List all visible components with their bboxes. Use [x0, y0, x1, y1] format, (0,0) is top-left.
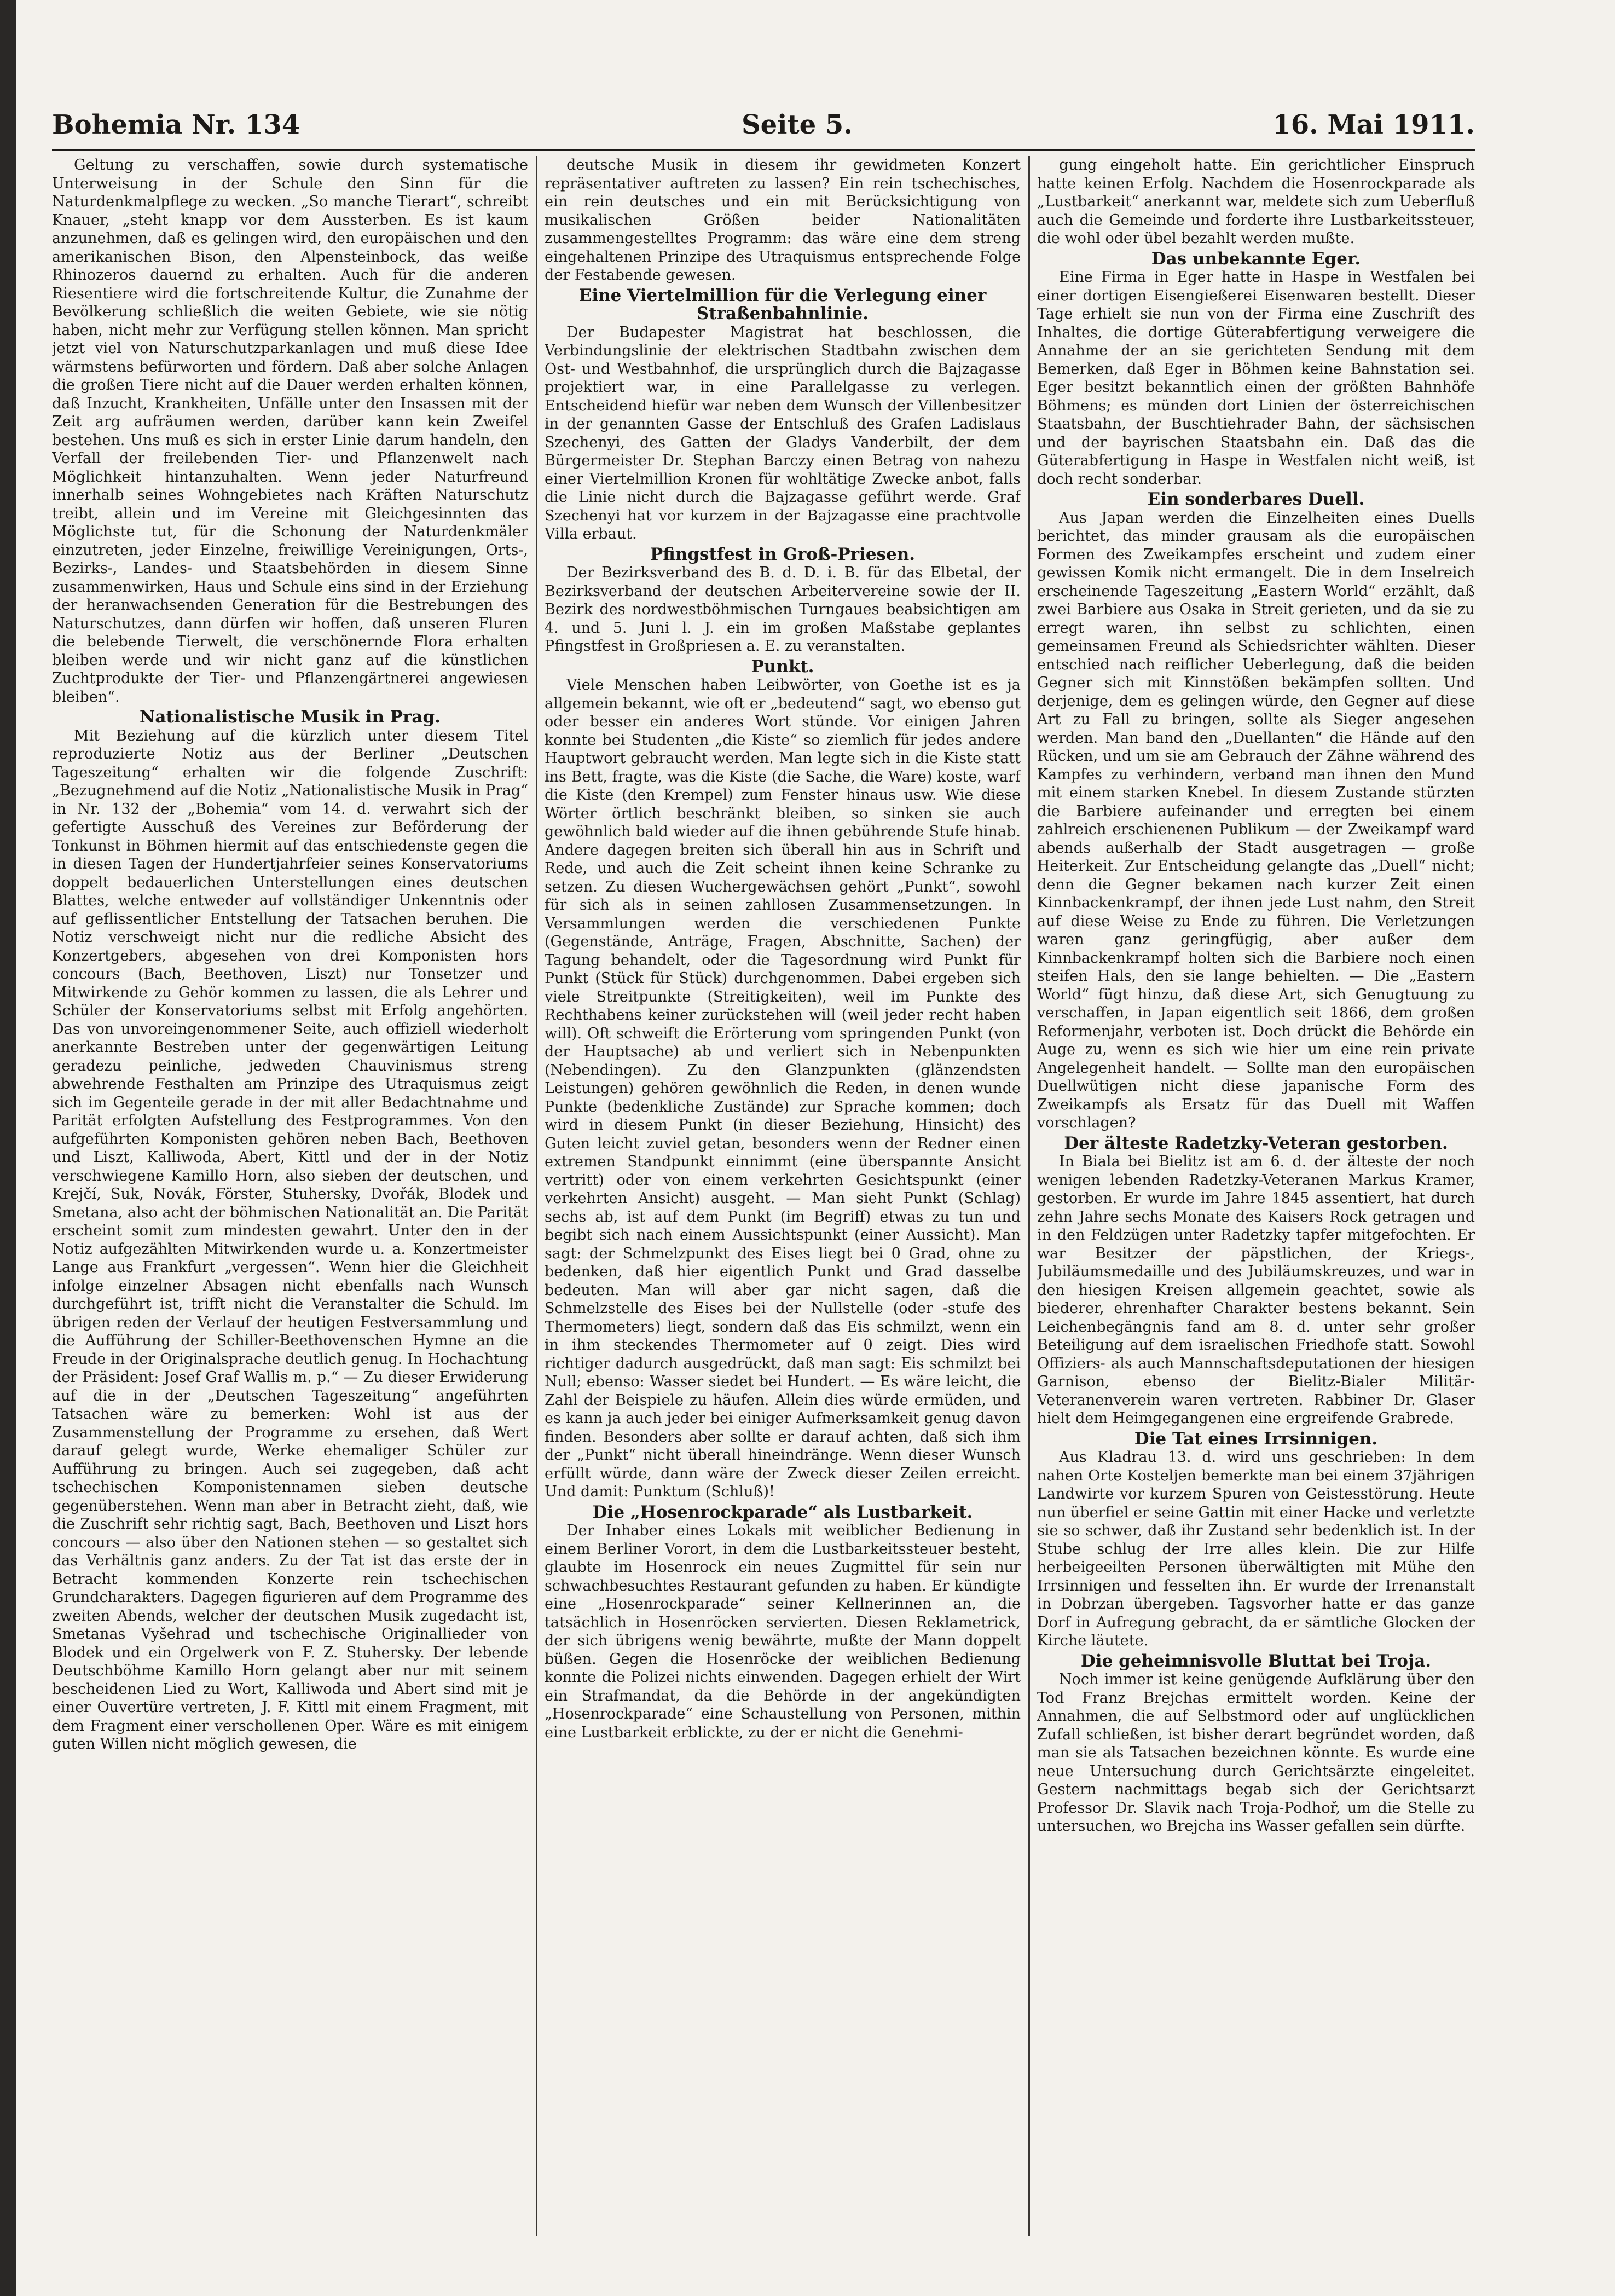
column-rule	[536, 156, 537, 2236]
article-heading: Der älteste Radetzky-Veteran gestorben.	[1064, 1133, 1448, 1153]
header-left: Bohemia Nr. 134	[52, 109, 300, 140]
article-heading: Nationalistische Musik in Prag.	[140, 707, 441, 727]
paragraph: Mit Beziehung auf die kürzlich unter diesem Titel reproduzierte Notiz aus der Berliner „Deutschen Tageszeitung“ erhalten wir die folgende Zuschrift: „Bezugnehmend auf die Notiz „Nationalistische Musik in Prag“ in Nr. 132 der „Bohemia“ vom 14. d. verwahrt sich der gefertigte Ausschuß des Vereines zur Beförderung der Tonkunst in Böhmen hiermit auf das entschiedenste gegen die in diesen Tagen der Hundertjahrfeier seines Konservatoriums doppelt bedauerlichen Unterstellungen eines deutschen Blattes, welche entweder auf vollständiger Unkenntnis oder auf geflissentlicher Entstellung der Tatsachen beruhen. Die Notiz verschweigt nicht nur die redliche Absicht des Konzertgebers, abgesehen von drei Komponisten hors concours (Bach, Beethoven, Liszt) nur Tonsetzer und Mitwirkende zu Gehör kommen zu lassen, die als Lehrer und Schüler der Konservatoriums selbst mit Erfolg angehörten. Das von unvoreingenommener Seite, auch offiziell wiederholt anerkannte Bestreben unter der gegenwärtigen Leitung geradezu peinliche, jedweden Chauvinismus streng abwehrende Festhalten am Prinzipe des Utraquismus zeigt sich im Gegenteile gerade in der mit aller Bedachtnahme und Parität erfolgten Aufstellung des Festprogrammes. Von den aufgeführten Komponisten gehören neben Bach, Beethoven und Liszt, Kalliwoda, Abert, Kittl und der in der Notiz verschwiegene Kamillo Horn, also sieben der deutschen, und Krejčí, Suk, Novák, Förster, Stuhersky, Dvořák, Blodek und Smetana, also acht der böhmischen Nationalität an. Die Parität erscheint somit zum mindesten gewahrt. Unter den in der Notiz aufgezählten Mitwirkenden wurde u. a. Konzertmeister Lange aus Frankfurt „vergessen“. Wenn hier die Gleichheit infolge einzelner Absagen nicht ebenfalls nach Wunsch durchgeführt ist, trifft nicht die Veranstalter die Schuld. Im übrigen reden der Verlauf der heutigen Festversammlung und die Aufführung der Schiller-Beethovenschen Hymne an die Freude in der Originalsprache deutlich genug. In Hochachtung der Präsident: Josef Graf Wallis m. p.“ — Zu dieser Erwiderung auf die in der „Deutschen Tageszeitung“ angeführten Tatsachen wäre zu bemerken: Wohl ist aus der Zusammenstellung der Programme zu ersehen, daß Wert darauf gelegt wurde, Werke ehemaliger Schüler zur Aufführung zu bringen. Auch sei zugegeben, daß acht tschechischen Komponistennamen sieben deutsche gegenüberstehen. Wenn man aber in Betracht zieht, daß, wie die Zuschrift sehr richtig sagt, Bach, Beethoven und Liszt hors concours — also über den Nationen stehen — so gestaltet sich das Verhältnis ganz anders. Zu der Tat ist das erste der in Betracht kommenden Konzerte rein tschechischen Grundcharakters. Dagegen figurieren auf dem Programme des zweiten Abends, welcher der deutschen Musik zugedacht ist, Smetanas Vyšehrad und tschechische Originallieder von Blodek und ein Orgelwerk von F. Z. Stuhersky. Der lebende Deutschböhme Kamillo Horn gelangt aber nur mit seinem bescheidenen Lied zu Wort, Kalliwoda und Abert sind mit je einer Ouvertüre vertreten, J. F. Kittl mit einem Fragment, mit dem Fragment einer verschollenen Oper. Wäre es mit einigem guten Willen nicht möglich gewesen, die	[52, 727, 528, 1753]
article-heading: Punkt.	[751, 656, 814, 676]
header-center: Seite 5.	[742, 109, 853, 140]
article-heading: Die geheimnisvolle Bluttat bei Troja.	[1080, 1651, 1432, 1671]
paragraph: Der Budapester Magistrat hat beschlossen, die Verbindungslinie der elektrischen Stadtbahn zwischen dem Ost- und Westbahnhof, die ursprünglich durch die Bajzagasse projektiert war, in eine Parallelgasse zu verlegen. Entscheidend hiefür war neben dem Wunsch der Villenbesitzer in der genannten Gasse der Entschluß des Grafen Ladislaus Szechenyi, des Gatten der Gladys Vanderbilt, der dem Bürgermeister Dr. Stephan Barczy einen Betrag von nahezu einer Viertelmillion Kronen für wohltätige Zwecke anbot, falls die Linie nicht durch die Bajzagasse geführt werde. Graf Szechenyi hat vor kurzem in der Bajzagasse eine prachtvolle Villa erbaut.	[545, 323, 1021, 542]
page-header	[52, 109, 1475, 142]
article-heading: Ein sonderbares Duell.	[1147, 489, 1365, 509]
paragraph: Noch immer ist keine genügende Aufklärung über den Tod Franz Brejchas ermittelt worden. Keine der Annahmen, die auf Selbstmord oder auf unglücklichen Zufall schließen, ist bisher derart begründet worden, daß man sie als Tatsachen bezeichnen könnte. Es wurde eine neue Untersuchung durch Gerichtsärzte eingeleitet. Gestern nachmittags begab sich der Gerichtsarzt Professor Dr. Slavik nach Troja-Podhoř, um die Stelle zu untersuchen, wo Brejcha ins Wasser gefallen sein dürfte.	[1037, 1671, 1475, 1835]
article-heading: Die „Hosenrockparade“ als Lustbarkeit.	[592, 1502, 973, 1522]
paragraph: Geltung zu verschaffen, sowie durch systematische Unterweisung in der Schule den Sinn für die Naturdenkmalpflege zu wecken. „So manche Tierart“, schreibt Knauer, „steht knapp vor dem Aussterben. Es ist kaum anzunehmen, daß es gelingen wird, den europäischen und den amerikanischen Bison, den Alpensteinbock, das weiße Rhinozeros dauernd zu erhalten. Auch für die anderen Riesentiere wird die fortschreitende Kultur, die Zunahme der Bevölkerung schließlich die weiten Gebiete, wie sie nötig haben, nicht mehr zur Verfügung stellen können. Man spricht jetzt viel von Naturschutzparkanlagen und muß diese Idee wärmstens befürworten und fördern. Daß aber solche Anlagen die großen Tiere nicht auf die Dauer werden erhalten können, daß Inzucht, Krankheiten, Unfälle unter den Insassen mit der Zeit arg aufräumen werden, darüber kann kein Zweifel bestehen. Uns muß es sich in erster Linie darum handeln, den Verfall der freilebenden Tier- und Pflanzenwelt nach Möglichkeit hintanzuhalten. Wenn jeder Naturfreund innerhalb seines Wohngebietes nach Kräften Naturschutz treibt, allein und im Vereine mit Gleichgesinnten das Möglichste tut, für die Schonung der Naturdenkmäler einzutreten, jeder Einzelne, freiwillige Vereinigungen, Orts-, Bezirks-, Landes- und Staatsbehörden in diesem Sinne zusammenwirken, Haus und Schule eins sind in der Erziehung der heranwachsenden Generation für die Bestrebungen des Naturschutzes, dann dürfen wir hoffen, daß unseren Fluren die belebende Tierwelt, die verschönernde Flora erhalten bleiben werde und wir nicht ganz auf die künstlichen Zuchtprodukte der Tier- und Pflanzengärtnerei angewiesen bleiben“.	[52, 157, 528, 705]
paragraph: Der Bezirksverband des B. d. D. i. B. für das Elbetal, der Bezirksverband der deutschen Arbeitervereine sowie der II. Bezirk des nordwestböhmischen Turngaues beabsichtigen am 4. und 5. Juni l. J. ein im großen Maßstabe geplantes Pfingstfest in Großpriesen a. E. zu veranstalten.	[545, 564, 1021, 655]
paragraph: Aus Japan werden die Einzelheiten eines Duells berichtet, das minder grausam als die europäischen Formen des Zweikampfes erscheint und zudem einer gewissen Komik nicht ermangelt. Die in dem Inselreich erscheinende Tageszeitung „Eastern World“ erzählt, daß zwei Barbiere aus Osaka in Streit gerieten, und da sie zu erregt waren, ihn selbst zu schlichten, einen gemeinsamen Freund als Schiedsrichter wählten. Dieser entschied nach reiflicher Ueberlegung, daß die beiden Gegner sich mit Kinnstößen bekämpfen sollten. Und derjenige, dem es gelingen würde, den Gegner auf diese Art zu Fall zu bringen, sollte als Sieger angesehen werden. Man band den „Duellanten“ die Hände auf den Rücken, und um sie am Gebrauch der Zähne während des Kampfes zu verhindern, verband man ihnen den Mund mit einem starken Knebel. In diesem Zustande stürzten die Barbiere aufeinander und erregten bei einem zahlreich erschienenen Publikum — der Zweikampf ward abends außerhalb der Stadt ausgetragen — große Heiterkeit. Zur Entscheidung gelangte das „Duell“ nicht; denn die Gegner bekamen nach kurzer Zeit einen Kinnbackenkrampf, der ihnen jede Lust nahm, den Streit auf diese Weise zu Ende zu führen. Die Verletzungen waren ganz geringfügig, aber außer dem Kinnbackenkrampf holten sich die Barbiere noch einen steifen Hals, den sie lange behielten. — Die „Eastern World“ fügt hinzu, daß diese Art, sich Genugtuung zu verschaffen, in Japan eigentlich seit 1866, dem großen Reformenjahr, verboten ist. Doch drückt die Behörde ein Auge zu, wenn es sich wie hier um eine rein private Angelegenheit handelt. — Sollte man den europäischen Duellwütigen nicht diese japanische Form des Zweikampfs als Ersatz für das Duell mit Waffen vorschlagen?	[1037, 509, 1475, 1131]
article-heading: Die Tat eines Irrsinnigen.	[1134, 1429, 1378, 1449]
paragraph: Der Inhaber eines Lokals mit weiblicher Bedienung in einem Berliner Vorort, in dem die Lustbarkeitssteuer besteht, glaubte im Hosenrock ein neues Zugmittel für sein nur schwachbesuchtes Restaurant gefunden zu haben. Er kündigte eine „Hosenrockparade“ seiner Kellnerinnen an, die tatsächlich in Hosenröcken servierten. Diesen Reklametrick, der sich übrigens wenig bewährte, mußte der Mann doppelt büßen. Gegen die Hosenröcke der weiblichen Bedienung konnte die Polizei nichts einwenden. Dagegen erhielt der Wirt ein Strafmandat, da die Behörde in der angekündigten „Hosenrockparade“ eine Schaustellung von Personen, mithin eine Lustbarkeit erblickte, zu der er nicht die Genehmi-	[545, 1522, 1021, 1741]
scan-edge	[0, 0, 16, 2296]
column-2	[545, 156, 1021, 2236]
column-rule	[1028, 156, 1030, 2236]
paragraph: deutsche Musik in diesem ihr gewidmeten Konzert repräsentativer auftreten zu lassen? Ein rein tschechisches, ein rein deutsches und ein mit Berücksichtigung von musikalischen Größen beider Nationalitäten zusammengestelltes Programm: das wäre eine dem streng eingehaltenen Prinzipe des Utraquismus entsprechende Folge der Festabende gewesen.	[545, 157, 1021, 284]
header-right: 16. Mai 1911.	[1272, 109, 1475, 140]
paragraph: Viele Menschen haben Leibwörter, von Goethe ist es ja allgemein bekannt, wie oft er „bedeutend“ sagt, wo ebenso gut oder besser ein anderes Wort stünde. Vor einigen Jahren konnte bei Studenten „die Kiste“ so ziemlich für jedes andere Hauptwort gebraucht werden. Man legte sich in die Kiste statt ins Bett, fragte, was die Kiste (die Sache, die Ware) koste, warf die Kiste (den Krempel) zum Fenster hinaus usw. Wie diese Wörter örtlich beschränkt bleiben, so sinken sie auch gewöhnlich bald wieder auf die ihnen gebührende Stufe hinab. Andere dagegen breiten sich überall hin aus in Schrift und Rede, und auch die Zeit scheint ihnen keine Schranke zu setzen. Zu diesen Wuchergewächsen gehört „Punkt“, sowohl für sich als in seinen zahllosen Zusammensetzungen. In Versammlungen werden die verschiedenen Punkte (Gegenstände, Anträge, Fragen, Abschnitte, Sachen) der Tagung behandelt, oder die Tagesordnung wird Punkt für Punkt (Stück für Stück) durchgenommen. Dabei ergeben sich viele Streitpunkte (Streitigkeiten), weil im Punkte des Rechthabens keiner zurückstehen will (weil jeder recht haben will). Oft schweift die Erörterung vom springenden Punkt (von der Hauptsache) ab und verliert sich in Nebenpunkten (Nebendingen). Zu den Glanzpunkten (glänzendsten Leistungen) gehören gewöhnlich die Reden, in denen wunde Punkte (bedenkliche Zustände) zur Sprache kommen; doch wird in diesem Punkt (in dieser Beziehung, Hinsicht) des Guten leicht zuviel getan, besonders wenn der Redner einen extremen Standpunkt einnimmt (eine überspannte Ansicht vertritt) oder von einem verkehrten Gesichtspunkt (einer verkehrten Ansicht) ausgeht. — Man sieht Punkt (Schlag) sechs ab, ist auf dem Punkt (im Begriff) etwas zu tun und begibt sich nach einem Aussichtspunkt (einer Aussicht). Man sagt: der Schmelzpunkt des Eises liegt bei 0 Grad, ohne zu bedenken, daß hier eigentlich Punkt und Grad dasselbe bedeuten. Man will aber gar nicht sagen, daß die Schmelzstelle des Eises bei der Nullstelle (oder -stufe des Thermometers) liegt, sondern daß das Eis schmilzt, wenn ein in ihm steckendes Thermometer auf 0 zeigt. Dies wird richtiger dadurch ausgedrückt, daß man sagt: Eis schmilzt bei Null; ebenso: Wasser siedet bei Hundert. — Es wäre leicht, die Zahl der Beispiele zu häufen. Allein dies würde ermüden, und es kann ja auch jeder bei einiger Aufmerksamkeit genug davon finden. Besonders aber sollte er darauf achten, daß sich ihm der „Punkt“ nicht überall hineindränge. Wenn dieser Wunsch erfüllt würde, dann wäre der Zweck dieser Zeilen erreicht. Und damit: Punktum (Schluß)!	[545, 676, 1021, 1500]
article-heading: Eine Viertelmillion für die Verlegung einer Straßenbahnlinie.	[578, 285, 987, 323]
article-heading: Das unbekannte Eger.	[1151, 248, 1361, 269]
article-heading: Pfingstfest in Groß-Priesen.	[650, 544, 916, 564]
paragraph: Aus Kladrau 13. d. wird uns geschrieben: In dem nahen Orte Kosteljen bemerkte man bei einem 37jährigen Landwirte vor kurzem Spuren von Geistesstörung. Heute nun überfiel er seine Gattin mit einer Hacke und verletzte sie so schwer, daß ihr Zustand sehr bedenklich ist. In der Stube schlug der Irre alles klein. Die zur Hilfe herbeigeeilten Personen überwältigten mit Mühe den Irrsinnigen und fesselten ihn. Er wurde der Irrenanstalt in Dobrzan übergeben. Tagsvorher hatte er das ganze Dorf in Aufregung gebracht, da er sämtliche Glocken der Kirche läutete.	[1037, 1449, 1475, 1649]
paragraph: In Biala bei Bielitz ist am 6. d. der älteste der noch wenigen lebenden Radetzky-Veteranen Markus Kramer, gestorben. Er wurde im Jahre 1845 assentiert, hat durch zehn Jahre sechs Monate des Kaisers Rock getragen und in den Feldzügen unter Radetzky tapfer mitgefochten. Er war Besitzer der päpstlichen, der Kriegs-, Jubiläumsmedaille und des Jubiläumskreuzes, und war in den hiesigen Kreisen allgemein geachtet, sowie als biederer, ehrenhafter Charakter bestens bekannt. Sein Leichenbegängnis fand am 8. d. unter sehr großer Beteiligung auf dem israelischen Friedhofe statt. Sowohl Offiziers- als auch Mannschaftsdeputationen der hiesigen Garnison, ebenso der Bielitz-Bialer Militär-Veteranenverein waren vertreten. Rabbiner Dr. Glaser hielt dem Heimgegangenen eine ergreifende Grabrede.	[1037, 1153, 1475, 1427]
column-3	[1037, 156, 1475, 2236]
header-rule	[52, 149, 1475, 151]
paragraph: gung eingeholt hatte. Ein gerichtlicher Einspruch hatte keinen Erfolg. Nachdem die Hosenrockparade als „Lustbarkeit“ anerkannt war, meldete sich zum Ueberfluß auch die Gemeinde und forderte ihre Lustbarkeitssteuer, die wohl oder übel bezahlt werden mußte.	[1037, 157, 1475, 247]
paragraph: Eine Firma in Eger hatte in Haspe in Westfalen bei einer dortigen Eisengießerei Eisenwaren bestellt. Dieser Tage erhielt sie nun von der Firma eine Zuschrift des Inhaltes, die dortige Güterabfertigung verweigere die Annahme der an sie gerichteten Sendung mit dem Bemerken, daß Eger in Böhmen keine Bahnstation sei. Eger besitzt bekanntlich einen der größten Bahnhöfe Böhmens; es münden dort Linien der österreichischen Staatsbahn, der Buschtiehrader Bahn, der sächsischen und der bayrischen Staatsbahn ein. Daß das die Güterabfertigung in Haspe in Westfalen nicht weiß, ist doch recht sonderbar.	[1037, 269, 1475, 488]
column-1	[52, 156, 528, 2236]
